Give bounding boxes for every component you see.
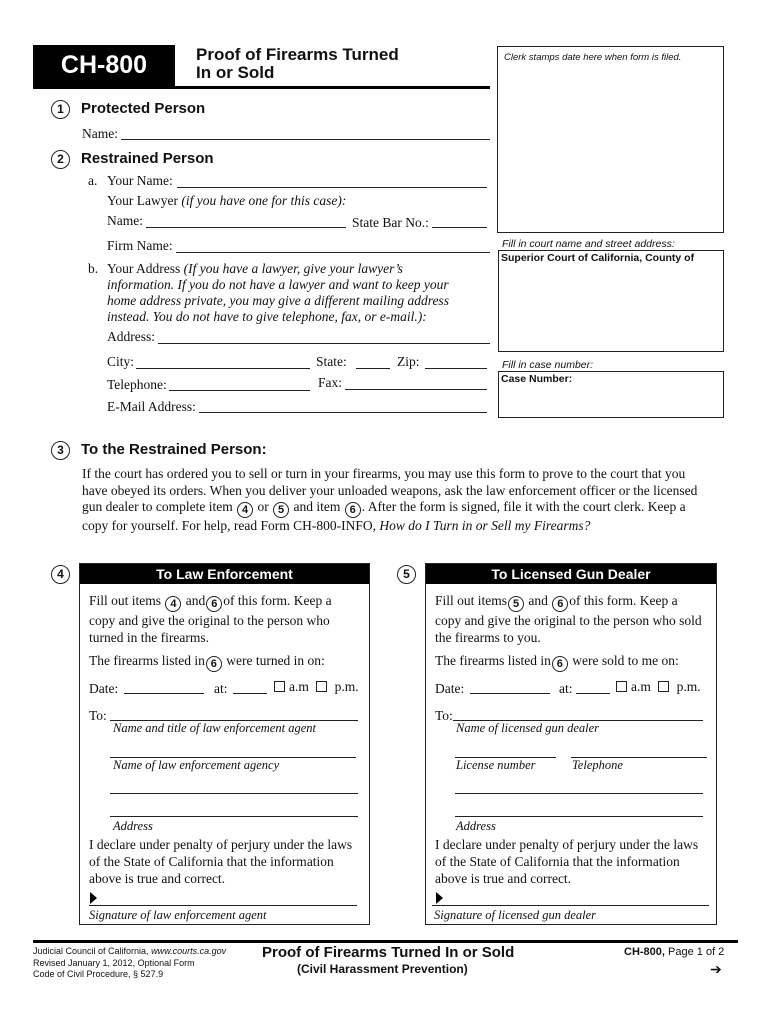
item-b-label: b. — [88, 261, 99, 276]
law-enforcement-header: To Law Enforcement — [80, 564, 369, 584]
form-title — [196, 46, 399, 82]
date-field[interactable] — [124, 693, 204, 694]
signature-field[interactable] — [432, 905, 709, 906]
am-checkbox[interactable] — [616, 681, 627, 692]
to-label: To: — [89, 708, 107, 723]
court-hint: Fill in court name and street address: — [502, 238, 675, 250]
title-line-2: In or Sold — [196, 63, 275, 82]
license-number-caption: License number — [456, 758, 536, 772]
agency-caption: Name of law enforcement agency — [113, 758, 280, 772]
law-enforcement-instructions: Fill out items 4 and 6 of this form. Keep a copy and give the original to the person who turned in the firearms. — [89, 593, 332, 645]
address-field[interactable] — [158, 343, 490, 344]
protected-name-field[interactable] — [121, 139, 490, 140]
address-caption: Address — [113, 819, 153, 833]
time-field[interactable] — [233, 693, 267, 694]
section-3-title: To the Restrained Person: — [81, 441, 267, 458]
fax-label: Fax: — [318, 375, 343, 390]
case-number-label: Case Number: — [501, 373, 573, 385]
clerk-stamp-box[interactable] — [497, 46, 724, 233]
telephone-field[interactable] — [169, 390, 310, 391]
state-bar-label: State Bar No.: — [352, 215, 429, 230]
section-3-number: 3 — [51, 441, 70, 460]
footer-source: Judicial Council of California, www.courts.ca.gov Revised January 1, 2012, Optional Form Code of Civil Procedure, § 527.9 — [33, 946, 227, 979]
am-checkbox[interactable] — [274, 681, 285, 692]
your-name-field[interactable] — [177, 187, 487, 188]
am-pm-options: a.m p.m. — [270, 679, 359, 695]
firm-name-field[interactable] — [176, 252, 490, 253]
case-hint: Fill in case number: — [502, 359, 594, 371]
time-field[interactable] — [576, 693, 610, 694]
your-name-label: Your Name: — [107, 173, 173, 188]
zip-label: Zip: — [397, 354, 420, 369]
section-5-number: 5 — [397, 565, 416, 584]
signature-arrow-icon — [436, 892, 443, 904]
form-id-badge: CH-800 — [33, 45, 175, 86]
sold-on-text: The firearms listed in 6 were sold to me on: — [435, 653, 679, 670]
address-caption: Address — [456, 819, 496, 833]
address-label: Address: — [107, 329, 155, 344]
at-label: at: — [214, 681, 228, 696]
lawyer-name-field[interactable] — [146, 227, 346, 228]
state-bar-field[interactable] — [432, 227, 487, 228]
signature-caption: Signature of law enforcement agent — [89, 908, 267, 922]
clerk-stamp-label: Clerk stamps date here when form is filed. — [504, 52, 682, 63]
address-instructions: Your Address (If you have a lawyer, give your lawyer’s information. If you do not have a lawyer and want to keep your home address private, you may give a different mailing address instead. You do not have to give telephone, fax, or e-mail.): — [107, 261, 449, 324]
dealer-telephone-caption: Telephone — [572, 758, 623, 772]
state-label: State: — [316, 354, 347, 369]
date-label: Date: — [435, 681, 465, 696]
section-2-number: 2 — [51, 150, 70, 169]
address-line-2[interactable] — [455, 816, 703, 817]
address-line-2[interactable] — [110, 816, 358, 817]
section-2-title: Restrained Person — [81, 150, 214, 167]
lawyer-name-label: Name: — [107, 213, 143, 228]
court-name-box[interactable] — [498, 250, 724, 352]
gun-dealer-instructions: Fill out items 5 and 6 of this form. Keep a copy and give the original to the person who sold the firearms to you. — [435, 593, 702, 645]
item-a-label: a. — [88, 173, 98, 188]
footer-subtitle: (Civil Harassment Prevention) — [297, 962, 468, 976]
law-enforcement-box — [79, 563, 370, 925]
gun-dealer-box — [425, 563, 717, 925]
turned-in-on-text: The firearms listed in 6 were turned in on: — [89, 653, 325, 670]
case-number-box[interactable] — [498, 371, 724, 418]
am-pm-options: a.m p.m. — [612, 679, 701, 695]
dealer-name-caption: Name of licensed gun dealer — [456, 721, 600, 735]
next-page-arrow-icon: ➔ — [710, 961, 722, 977]
declaration-text: I declare under penalty of perjury under the laws of the State of California that the information above is true and correct. — [435, 837, 699, 886]
city-label: City: — [107, 354, 135, 369]
pm-checkbox[interactable] — [316, 681, 327, 692]
date-field[interactable] — [470, 693, 550, 694]
email-label: E-Mail Address: — [107, 399, 196, 414]
header-rule — [33, 86, 490, 89]
telephone-label: Telephone: — [107, 377, 167, 392]
address-line-1[interactable] — [455, 793, 703, 794]
section-1-title: Protected Person — [81, 100, 206, 117]
title-line-1: Proof of Firearms Turned — [196, 45, 399, 64]
section-1-number: 1 — [51, 100, 70, 119]
agent-name-caption: Name and title of law enforcement agent — [113, 721, 316, 735]
email-field[interactable] — [199, 412, 487, 413]
date-label: Date: — [89, 681, 119, 696]
signature-field[interactable] — [89, 905, 357, 906]
firm-name-label: Firm Name: — [107, 238, 173, 253]
court-label: Superior Court of California, County of — [501, 252, 695, 264]
address-line-1[interactable] — [110, 793, 358, 794]
gun-dealer-header: To Licensed Gun Dealer — [426, 564, 716, 584]
pm-checkbox[interactable] — [658, 681, 669, 692]
page-indicator: CH-800, Page 1 of 2 — [624, 946, 725, 958]
footer-rule — [33, 940, 738, 943]
fax-field[interactable] — [345, 389, 487, 390]
signature-arrow-icon — [90, 892, 97, 904]
zip-field[interactable] — [425, 368, 487, 369]
section-4-number: 4 — [51, 565, 70, 584]
protected-name-label: Name: — [82, 126, 118, 141]
declaration-text: I declare under penalty of perjury under the laws of the State of California that the information above is true and correct. — [89, 837, 353, 886]
section-3-paragraph: If the court has ordered you to sell or turn in your firearms, you may use this form to prove to the court that you have obeyed its orders. When you deliver your unloaded weapons, ask the law enforcement officer or the licensed gun dealer to complete item 4 or 5 and item 6 . After the form is signed, file it with the court clerk. Keep a copy for yourself. For help, read Form CH-800-INFO, How do I Turn in or Sell my Firearms? — [82, 466, 698, 533]
to-label: To: — [435, 708, 453, 723]
signature-caption: Signature of licensed gun dealer — [434, 908, 597, 922]
city-field[interactable] — [136, 368, 310, 369]
lawyer-label: Your Lawyer (if you have one for this case): — [107, 193, 347, 208]
at-label: at: — [559, 681, 573, 696]
state-field[interactable] — [356, 368, 390, 369]
footer-title: Proof of Firearms Turned In or Sold — [262, 944, 515, 961]
